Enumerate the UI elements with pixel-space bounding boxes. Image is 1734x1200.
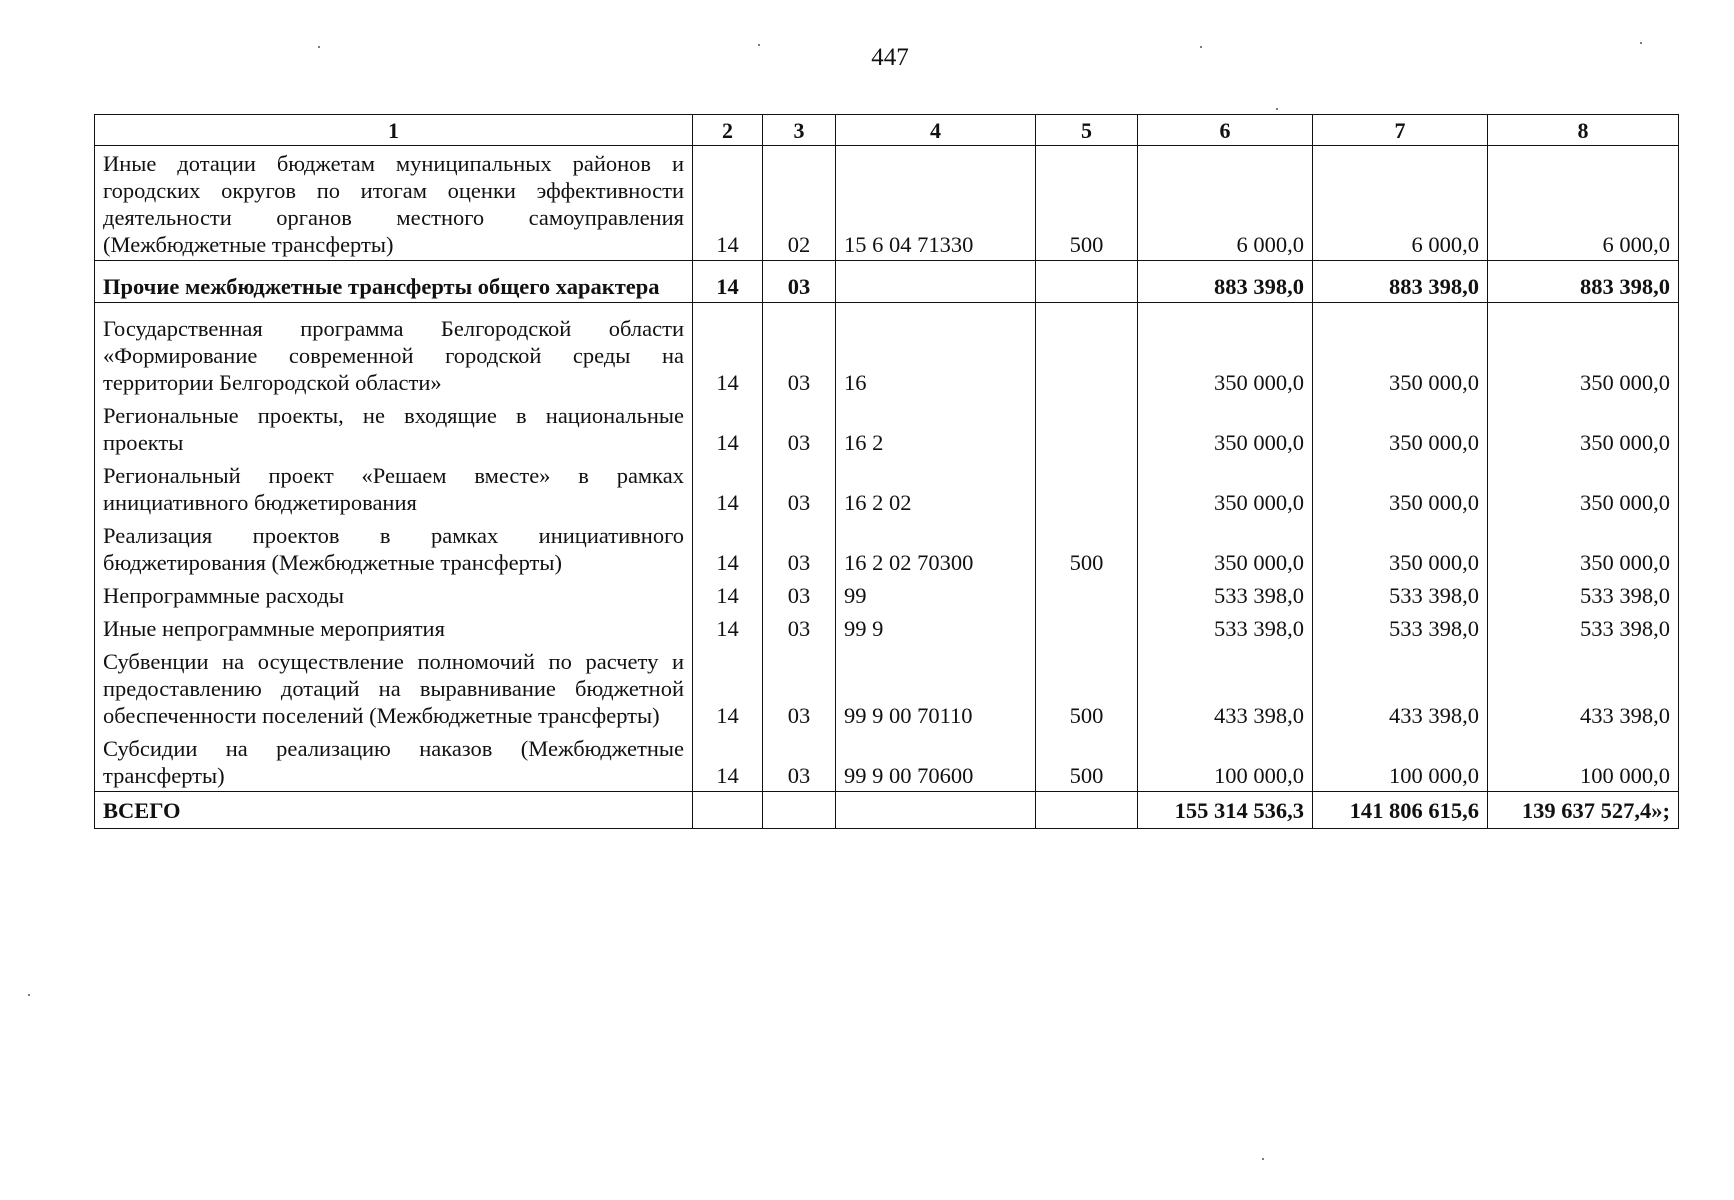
scan-speck [1262,1158,1264,1160]
row-subsection: 03 [763,458,836,518]
row-name: Непрограммные расходы [95,578,693,611]
row-amount-2: 6 000,0 [1313,146,1488,261]
row-section: 14 [693,611,763,644]
row-target-code: 16 2 [836,398,1036,458]
row-name: Реализация проектов в рамках инициативного бюджетирования (Межбюджетные трансферты) [95,518,693,578]
total-empty-cell [693,792,763,829]
row-amount-3: 533 398,0 [1488,611,1679,644]
total-amount-1: 155 314 536,3 [1138,792,1313,829]
row-amount-3: 883 398,0 [1488,261,1679,303]
scan-speck [1640,42,1642,44]
row-amount-3: 533 398,0 [1488,578,1679,611]
total-label: ВСЕГО [95,792,693,829]
row-expense-type: 500 [1036,731,1138,792]
row-amount-2: 350 000,0 [1313,518,1488,578]
table-row [95,611,1679,644]
row-subsection: 03 [763,578,836,611]
row-expense-type [1036,398,1138,458]
header-col-8: 8 [1488,115,1679,146]
total-row [95,792,1679,829]
table-row [95,731,1679,792]
header-col-4: 4 [836,115,1036,146]
row-amount-3: 350 000,0 [1488,398,1679,458]
header-col-5: 5 [1036,115,1138,146]
row-expense-type: 500 [1036,644,1138,731]
row-amount-2: 433 398,0 [1313,644,1488,731]
row-amount-3: 433 398,0 [1488,644,1679,731]
row-target-code: 99 [836,578,1036,611]
row-section: 14 [693,303,763,399]
row-target-code: 99 9 00 70110 [836,644,1036,731]
row-amount-1: 533 398,0 [1138,578,1313,611]
table-row [95,146,1679,261]
row-expense-type [1036,578,1138,611]
row-section: 14 [693,458,763,518]
header-col-1: 1 [95,115,693,146]
row-amount-3: 350 000,0 [1488,303,1679,399]
row-target-code: 15 6 04 71330 [836,146,1036,261]
row-amount-1: 350 000,0 [1138,518,1313,578]
total-amount-2: 141 806 615,6 [1313,792,1488,829]
total-empty-cell [1036,792,1138,829]
row-amount-3: 100 000,0 [1488,731,1679,792]
row-amount-1: 350 000,0 [1138,398,1313,458]
scan-speck [1200,46,1202,48]
table-row [95,398,1679,458]
row-target-code: 99 9 00 70600 [836,731,1036,792]
header-col-3: 3 [763,115,836,146]
total-empty-cell [763,792,836,829]
scan-speck [758,44,760,46]
scan-speck [1276,108,1278,110]
row-name: Прочие межбюджетные трансферты общего характера [95,261,693,303]
row-amount-2: 350 000,0 [1313,303,1488,399]
scan-speck [28,994,30,996]
row-amount-1: 350 000,0 [1138,303,1313,399]
page-number: 447 [871,44,909,71]
header-row [95,115,1679,146]
budget-table [94,114,1679,829]
row-amount-2: 100 000,0 [1313,731,1488,792]
row-subsection: 03 [763,731,836,792]
row-expense-type [1036,458,1138,518]
row-amount-1: 533 398,0 [1138,611,1313,644]
header-col-2: 2 [693,115,763,146]
row-subsection: 03 [763,303,836,399]
row-subsection: 02 [763,146,836,261]
row-amount-1: 883 398,0 [1138,261,1313,303]
total-amount-3: 139 637 527,4»; [1488,792,1679,829]
row-subsection: 03 [763,518,836,578]
row-amount-2: 883 398,0 [1313,261,1488,303]
row-subsection: 03 [763,644,836,731]
header-col-6: 6 [1138,115,1313,146]
row-section: 14 [693,398,763,458]
row-section: 14 [693,731,763,792]
row-target-code: 16 2 02 [836,458,1036,518]
row-subsection: 03 [763,398,836,458]
row-amount-2: 350 000,0 [1313,458,1488,518]
row-amount-3: 6 000,0 [1488,146,1679,261]
row-name: Иные непрограммные мероприятия [95,611,693,644]
table-row [95,458,1679,518]
table-row [95,644,1679,731]
total-empty-cell [836,792,1036,829]
row-subsection: 03 [763,611,836,644]
row-amount-2: 533 398,0 [1313,578,1488,611]
row-amount-1: 433 398,0 [1138,644,1313,731]
row-name: Региональные проекты, не входящие в национальные проекты [95,398,693,458]
row-target-code: 16 [836,303,1036,399]
row-amount-2: 533 398,0 [1313,611,1488,644]
table-row [95,303,1679,399]
row-section: 14 [693,644,763,731]
row-expense-type [1036,261,1138,303]
row-expense-type [1036,611,1138,644]
table-row [95,578,1679,611]
row-name: Субсидии на реализацию наказов (Межбюджетные трансферты) [95,731,693,792]
row-name: Государственная программа Белгородской области «Формирование современной городской среды на территории Белгородской области» [95,303,693,399]
table-row [95,518,1679,578]
row-amount-3: 350 000,0 [1488,518,1679,578]
row-name: Иные дотации бюджетам муниципальных районов и городских округов по итогам оценки эффективности деятельности органов местного самоуправления (Межбюджетные трансферты) [95,146,693,261]
row-amount-1: 350 000,0 [1138,458,1313,518]
row-target-code: 99 9 [836,611,1036,644]
row-expense-type: 500 [1036,518,1138,578]
row-target-code: 16 2 02 70300 [836,518,1036,578]
row-name: Региональный проект «Решаем вместе» в рамках инициативного бюджетирования [95,458,693,518]
row-section: 14 [693,578,763,611]
row-expense-type [1036,303,1138,399]
row-expense-type: 500 [1036,146,1138,261]
row-name: Субвенции на осуществление полномочий по расчету и предоставлению дотаций на выравнивание бюджетной обеспеченности поселений (Межбюджетные трансферты) [95,644,693,731]
row-amount-2: 350 000,0 [1313,398,1488,458]
row-target-code [836,261,1036,303]
row-section: 14 [693,261,763,303]
row-amount-3: 350 000,0 [1488,458,1679,518]
header-col-7: 7 [1313,115,1488,146]
row-amount-1: 100 000,0 [1138,731,1313,792]
row-section: 14 [693,518,763,578]
row-section: 14 [693,146,763,261]
row-amount-1: 6 000,0 [1138,146,1313,261]
scan-speck [318,46,320,48]
table-row [95,261,1679,303]
row-subsection: 03 [763,261,836,303]
